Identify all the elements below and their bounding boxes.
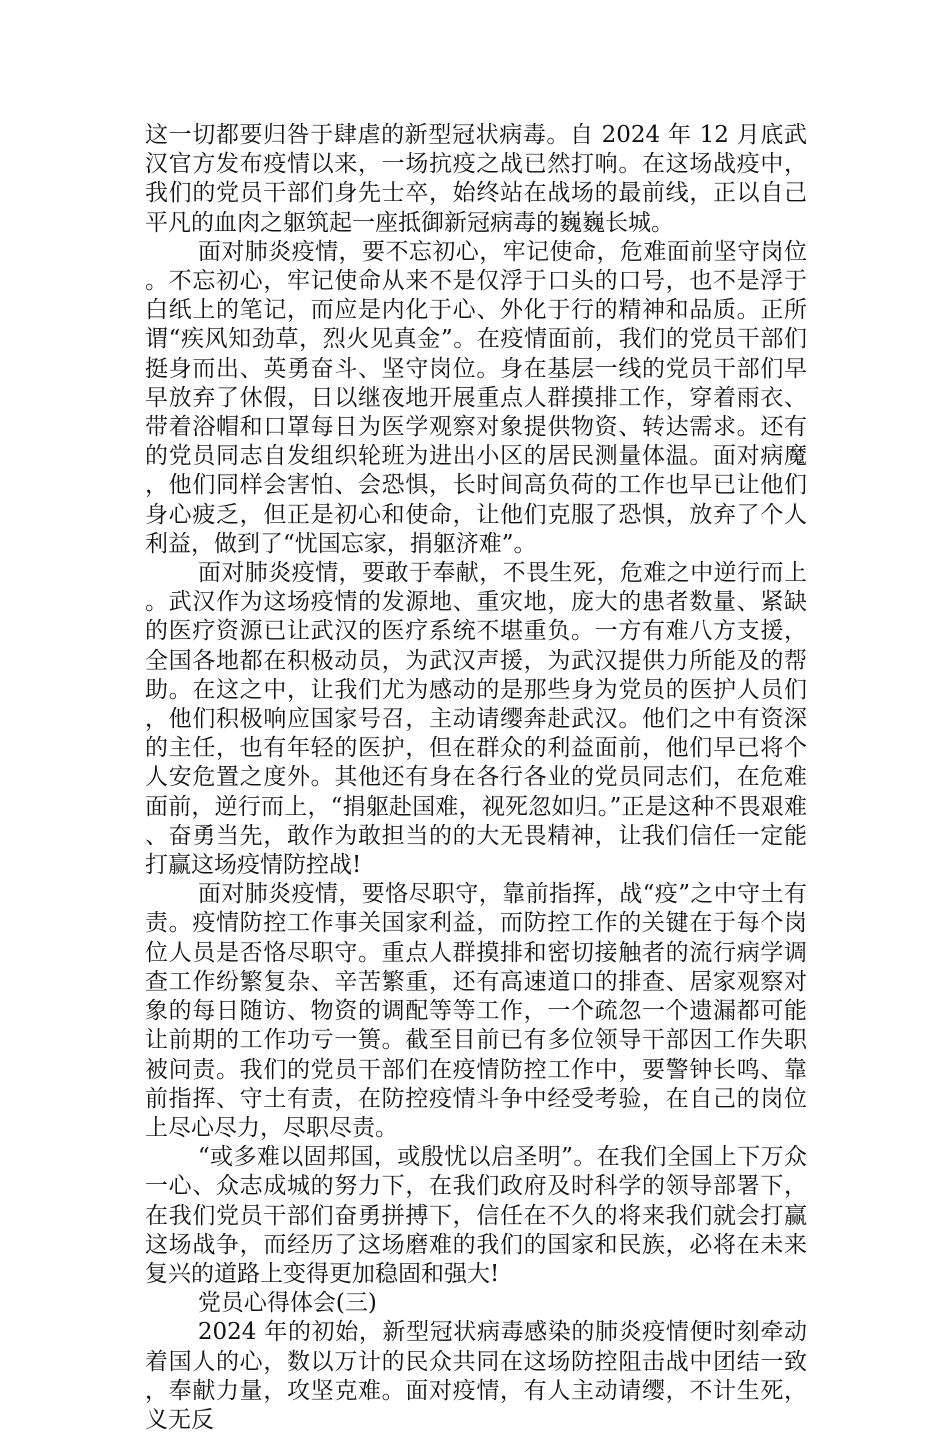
section-heading: 党员心得体会(三) — [197, 1290, 377, 1317]
paragraph-intro: 这一切都要归咎于肆虐的新型冠状病毒。自 2024 年 12 月底武汉官方发布疫情以来，一场抗疫之战已然打响。在这场战疫中，我们的党员干部们身先士卒，始终站在战场的最前线，正以自己平凡的血肉之躯筑起一座抵御新冠病毒的巍巍长城。 — [145, 122, 807, 236]
paragraph-section-three-opening: 2024 年的初始，新型冠状病毒感染的肺炎疫情便时刻牵动着国人的心，数以万计的民众共同在这场防控阻击战中团结一致，奉献力量，攻坚克难。面对疫情，有人主动请缨，不计生死，义无反 — [145, 1319, 807, 1433]
paragraph-remember-mission: 面对肺炎疫情，要不忘初心，牢记使命，危难面前坚守岗位。不忘初心，牢记使命从来不是仅浮于口头的口号，也不是浮于白纸上的笔记，而应是内化于心、外化于行的精神和品质。正所谓“疾风知劲草，烈火见真金”。在疫情面前，我们的党员干部们挺身而出、英勇奋斗、坚守岗位。身在基层一线的党员干部们早早放弃了休假，日以继夜地开展重点人群摸排工作，穿着雨衣、带着浴帽和口罩每日为医学观察对象提供物资、转达需求。还有的党员同志自发组织轮班为进出小区的居民测量体温。面对病魔，他们同样会害怕、会恐惧，长时间高负荷的工作也早已让他们身心疲乏，但正是初心和使命，让他们克服了恐惧，放弃了个人利益，做到了“忧国忘家，捐躯济难”。 — [145, 238, 807, 557]
document-body — [145, 121, 807, 1435]
paragraph-duty: 面对肺炎疫情，要恪尽职守，靠前指挥，战“疫”之中守土有责。疫情防控工作事关国家利益，而防控工作的关键在于每个岗位人员是否恪尽职守。重点人群摸排和密切接触者的流行病学调查工作纷繁复杂、辛苦繁重，还有高速道口的排查、居家观察对象的每日随访、物资的调配等等工作，一个疏忽一个遗漏都可能让前期的工作功亏一篑。截至目前已有多位领导干部因工作失职被问责。我们的党员干部们在疫情防控工作中，要警钟长鸣、靠前指挥、守土有责，在防控疫情斗争中经受考验，在自己的岗位上尽心尽力，尽职尽责。 — [145, 881, 807, 1141]
paragraph-dedication: 面对肺炎疫情，要敢于奉献，不畏生死，危难之中逆行而上。武汉作为这场疫情的发源地、重灾地，庞大的患者数量、紧缺的医疗资源已让武汉的医疗系统不堪重负。一方有难八方支援，全国各地都在积极动员，为武汉声援，为武汉提供力所能及的帮助。在这之中，让我们尤为感动的是那些身为党员的医护人员们，他们积极响应国家号召，主动请缨奔赴武汉。他们之中有资深的主任，也有年轻的医护，但在群众的利益面前，他们早已将个人安危置之度外。其他还有身在各行各业的党员同志们，在危难面前，逆行而上，“捐躯赴国难，视死忽如归。”正是这种不畏艰难、奋勇当先，敢作为敢担当的的大无畏精神，让我们信任一定能打赢这场疫情防控战! — [145, 560, 807, 879]
paragraph-conclusion: “或多难以固邦国，或殷忧以启圣明”。在我们全国上下万众一心、众志成城的努力下，在我们政府及时科学的领导部署下，在我们党员干部们奋勇拼搏下，信任在不久的将来我们就会打赢这场战争，而经历了这场磨难的我们的国家和民族，必将在未来复兴的道路上变得更加稳固和强大! — [145, 1144, 807, 1287]
